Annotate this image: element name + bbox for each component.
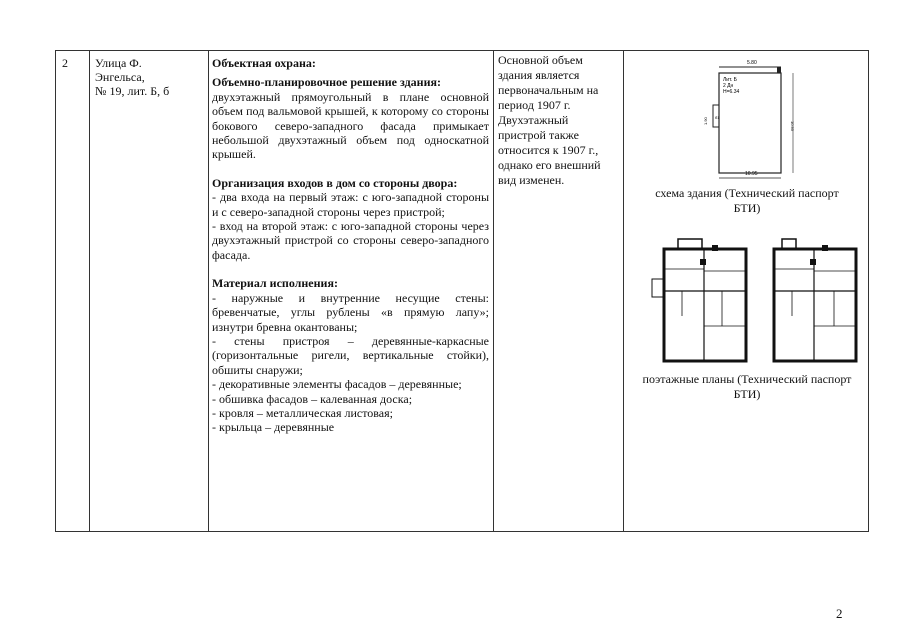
scheme-dim-right: 10.95 xyxy=(790,121,795,132)
note-line: однако его внешний xyxy=(498,158,601,172)
section-text: - обшивка фасадов – калеванная доска; xyxy=(212,391,413,406)
note-line: Двухэтажный xyxy=(498,113,569,127)
address-line: № 19, лит. Б, б xyxy=(95,84,170,98)
section-text: - декоративные элементы фасадов – деревянные; xyxy=(212,377,462,392)
page-number: 2 xyxy=(836,606,843,621)
note-line: пристрой также xyxy=(498,128,579,142)
note-line: относится к 1907 г., xyxy=(498,143,599,157)
section-text: - два входа на первый этаж: с юго-западной стороны и с северо-западной стороны через пристрой; xyxy=(212,190,489,219)
section-text: двухэтажный прямоугольный в плане основной объем под вальмовой крышей, к которому со стороны бокового северо-западного фасада примыкает небольшой двухэтажный объем под односкатной крышей. xyxy=(212,89,489,162)
note-line: Основной объем xyxy=(498,53,583,67)
images-column xyxy=(624,51,870,531)
heritage-table-row xyxy=(55,50,869,532)
floor-plans-image xyxy=(642,231,864,371)
plans-caption xyxy=(624,372,870,402)
section-text: - кровля – металлическая листовая; xyxy=(212,405,393,420)
note-line: период 1907 г. xyxy=(498,98,571,112)
section-title-entrances: Организация входов в дом со стороны двора: xyxy=(212,175,458,190)
row-number: 2 xyxy=(62,56,68,70)
caption-line: БТИ) xyxy=(733,387,761,401)
protection-description xyxy=(212,56,489,435)
section-text: - стены пристроя – деревянные-каркасные (горизонтальные ригели, вертикальные стойки), обшиты снаружи; xyxy=(212,333,489,377)
note-line: первоначальным на xyxy=(498,83,599,97)
protection-heading: Объектная охрана: xyxy=(212,56,316,70)
protection-column xyxy=(209,51,494,531)
caption-line: поэтажные планы (Технический паспорт xyxy=(642,372,852,386)
building-scheme-image xyxy=(699,53,809,183)
scheme-height-label: Н=6.34 xyxy=(723,89,740,95)
caption-line: схема здания (Технический паспорт xyxy=(655,186,839,200)
address xyxy=(95,56,205,98)
scheme-caption xyxy=(624,186,870,216)
note-line: вид изменен. xyxy=(498,173,565,187)
address-line: Энгельса, xyxy=(95,70,145,84)
dating-note xyxy=(498,53,618,188)
scheme-dim-bottom: 10.95 xyxy=(745,171,758,177)
scheme-annex-label: б1 xyxy=(715,115,720,120)
scheme-side-dim: 1.90 xyxy=(703,117,708,125)
address-column xyxy=(90,51,209,531)
number-column xyxy=(56,51,90,531)
scheme-dim-top: 5.80 xyxy=(747,60,757,66)
section-text: - крыльца – деревянные xyxy=(212,420,335,435)
scheme-lit-label: Лит. Б xyxy=(723,77,737,83)
address-line: Улица Ф. xyxy=(95,56,142,70)
section-text: - вход на второй этаж: с юго-западной стороны через двухэтажный пристрой со стороны северо-западного фасада. xyxy=(212,219,489,262)
note-column xyxy=(494,51,624,531)
section-text: - наружные и внутренние несущие стены: бревенчатые, углы рублены «в прямую лапу»; изнутри бревна окантованы; xyxy=(212,290,489,334)
section-title-materials: Материал исполнения: xyxy=(212,276,338,291)
note-line: здания является xyxy=(498,68,580,82)
section-title-layout: Объемно-планировочное решение здания: xyxy=(212,75,441,90)
scheme-floors-label: 2 Дн xyxy=(723,83,734,89)
caption-line: БТИ) xyxy=(733,201,761,215)
